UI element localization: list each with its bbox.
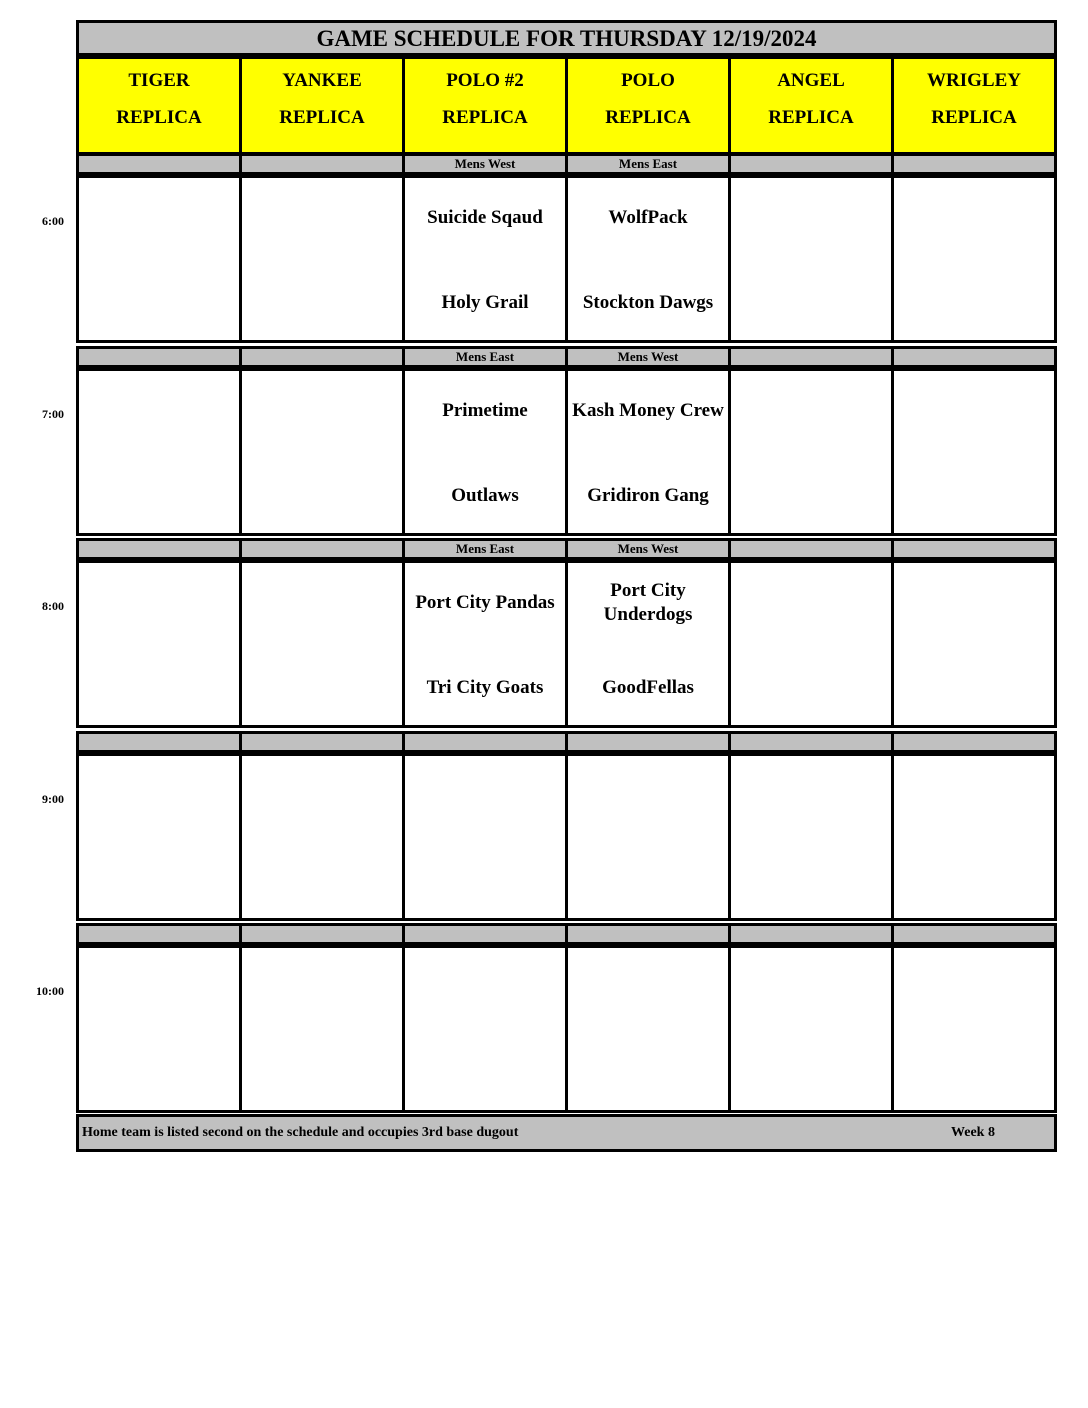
- division-label: [402, 731, 568, 753]
- game-cell: [565, 368, 731, 536]
- home-team: Outlaws: [451, 485, 519, 506]
- game-cell: [891, 945, 1057, 1113]
- game-cell: [728, 368, 894, 536]
- division-label: Mens West: [402, 153, 568, 175]
- division-label: [239, 731, 405, 753]
- game-cell: [728, 945, 894, 1113]
- away-team: Port City Pandas: [415, 592, 555, 613]
- division-label: [239, 153, 405, 175]
- game-cell: [728, 753, 894, 921]
- game-cell: [565, 560, 731, 728]
- field-header: [891, 56, 1057, 155]
- game-cell: [728, 560, 894, 728]
- field-type: REPLICA: [605, 107, 691, 128]
- field-name: ANGEL: [777, 70, 845, 91]
- home-team: Holy Grail: [441, 292, 529, 313]
- division-label: [728, 538, 894, 560]
- division-label: [76, 346, 242, 368]
- game-cell: [239, 945, 405, 1113]
- away-team: Port City Underdogs: [603, 580, 693, 625]
- game-cell: [76, 175, 242, 343]
- time-label: 6:00: [42, 214, 64, 228]
- away-team: Primetime: [442, 400, 528, 421]
- game-cell: [891, 560, 1057, 728]
- home-team: Stockton Dawgs: [582, 292, 714, 313]
- game-cell: [891, 175, 1057, 343]
- home-team: Gridiron Gang: [587, 485, 709, 506]
- division-label: Mens West: [565, 538, 731, 560]
- week-label: Week 8: [951, 1125, 995, 1140]
- game-cell: [402, 945, 568, 1113]
- division-label: [565, 731, 731, 753]
- division-label: [76, 153, 242, 175]
- game-cell: [239, 368, 405, 536]
- game-cell: [76, 560, 242, 728]
- division-label: [728, 346, 894, 368]
- game-cell: [565, 175, 731, 343]
- game-cell: [891, 368, 1057, 536]
- division-label: [239, 538, 405, 560]
- game-cell: [76, 368, 242, 536]
- division-label: [565, 923, 731, 945]
- game-cell: [565, 945, 731, 1113]
- game-cell: [402, 368, 568, 536]
- footer-note: Home team is listed second on the schedule and occupies 3rd base dugout: [82, 1125, 519, 1140]
- game-cell: [76, 945, 242, 1113]
- game-cell: [565, 753, 731, 921]
- field-header: [565, 56, 731, 155]
- division-label: [76, 923, 242, 945]
- field-type: REPLICA: [931, 107, 1017, 128]
- game-cell: [239, 753, 405, 921]
- game-cell: [239, 175, 405, 343]
- game-cell: [728, 175, 894, 343]
- footer-bar: [76, 1114, 1057, 1152]
- home-team: Tri City Goats: [426, 677, 544, 698]
- division-label: [891, 731, 1057, 753]
- division-label: [728, 923, 894, 945]
- division-label: [891, 923, 1057, 945]
- page-title: GAME SCHEDULE FOR THURSDAY 12/19/2024: [76, 20, 1057, 56]
- away-team: Kash Money Crew: [572, 400, 724, 421]
- game-cell: [76, 753, 242, 921]
- time-label: 8:00: [42, 599, 64, 613]
- away-team: WolfPack: [608, 207, 688, 228]
- field-header: [402, 56, 568, 155]
- field-header: [728, 56, 894, 155]
- game-cell: [402, 753, 568, 921]
- division-label: Mens East: [565, 153, 731, 175]
- division-label: [891, 538, 1057, 560]
- game-cell: [891, 753, 1057, 921]
- division-label: Mens West: [565, 346, 731, 368]
- field-type: REPLICA: [442, 107, 528, 128]
- field-header: [76, 56, 242, 155]
- division-label: Mens East: [402, 538, 568, 560]
- home-team: GoodFellas: [602, 677, 694, 698]
- schedule-table: [76, 20, 1057, 1152]
- division-label: [891, 153, 1057, 175]
- field-type: REPLICA: [768, 107, 854, 128]
- division-label: [728, 731, 894, 753]
- time-label: 10:00: [36, 984, 64, 998]
- game-cell: [402, 560, 568, 728]
- time-label: 9:00: [42, 792, 64, 806]
- division-label: [402, 923, 568, 945]
- field-type: REPLICA: [116, 107, 202, 128]
- division-label: [239, 346, 405, 368]
- division-label: [76, 538, 242, 560]
- division-label: [728, 153, 894, 175]
- field-name: YANKEE: [282, 70, 362, 91]
- division-label: Mens East: [402, 346, 568, 368]
- field-name: POLO #2: [446, 70, 524, 91]
- game-cell: [402, 175, 568, 343]
- field-name: POLO: [621, 70, 675, 91]
- field-type: REPLICA: [279, 107, 365, 128]
- division-label: [891, 346, 1057, 368]
- away-team: Suicide Sqaud: [427, 207, 543, 228]
- field-header: [239, 56, 405, 155]
- division-label: [76, 731, 242, 753]
- game-cell: [239, 560, 405, 728]
- field-name: WRIGLEY: [927, 70, 1021, 91]
- division-label: [239, 923, 405, 945]
- time-label: 7:00: [42, 407, 64, 421]
- field-name: TIGER: [128, 70, 190, 91]
